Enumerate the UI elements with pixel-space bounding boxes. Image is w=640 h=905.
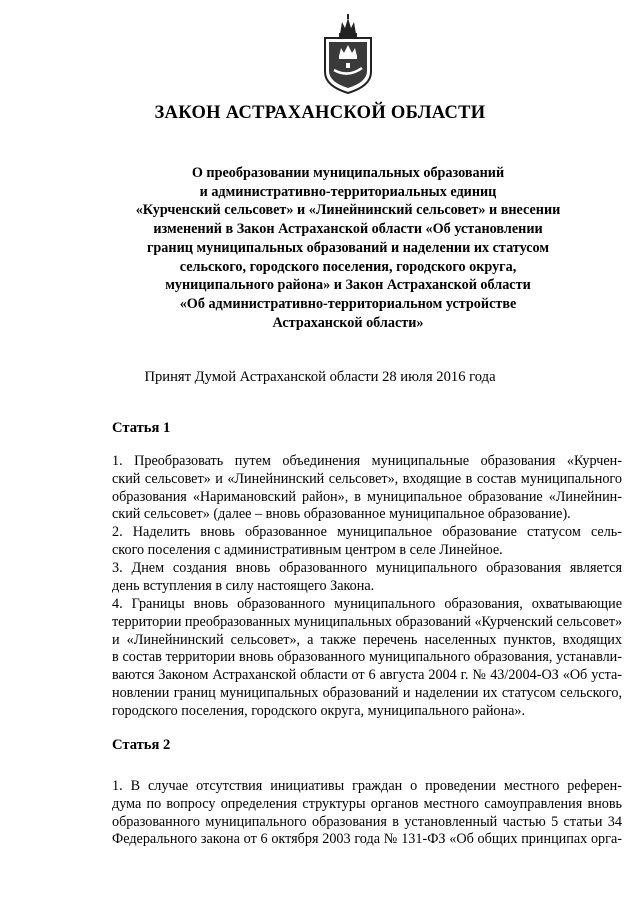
subtitle-line: «Об административно-территориальном устройстве <box>179 295 517 312</box>
text-line: образованного муниципального образования в установленный частью 5 статьи 34 <box>112 813 622 830</box>
article-1-paragraph-4 <box>112 596 622 721</box>
subtitle-line: О преобразовании муниципальных образований <box>191 165 505 181</box>
text-line: ского поселения с административным центром в селе Линейное. <box>112 541 503 558</box>
text-line: новлении границ муниципальных образований и наделении их статусом сельского, <box>112 684 622 701</box>
text-line: ваются Законом Астраханской области от 6 августа 2004 г. № 43/2004-ОЗ «Об уста- <box>112 667 622 684</box>
text-line: Федерального закона от 6 октября 2003 года № 131-ФЗ «Об общих принципах орга- <box>112 831 622 848</box>
article-1-heading: Статья 1 <box>112 420 171 436</box>
article-1-paragraph-3 <box>112 560 622 596</box>
text-line: и «Линейнинский сельсовет», а также перечень населенных пунктов, входящих <box>112 631 622 648</box>
subtitle-line: муниципального района» и Закон Астраханской области <box>165 277 531 294</box>
text-line: образования «Наримановский район», в муниципальное образование «Линейнин- <box>112 488 622 505</box>
text-line: 2. Наделить вновь образованное муниципальное образование статусом сель- <box>112 524 622 540</box>
text-line: 4. Границы вновь образованного муниципального образования, охватывающие <box>112 596 622 612</box>
text-line: 1. В случае отсутствия инициативы граждан о проведении местного референ- <box>112 778 622 794</box>
text-line: ский сельсовет» (далее – вновь образованное муниципальное образование). <box>112 506 571 523</box>
text-line: дума по вопросу определения структуры органов местного самоуправления вновь <box>112 795 622 812</box>
article-1-paragraph-2 <box>112 524 622 560</box>
subtitle-line: и административно-территориальных единиц <box>199 183 497 200</box>
article-1-paragraph-1 <box>112 453 622 524</box>
adoption-statement: Принят Думой Астраханской области 28 июля 2016 года <box>144 369 496 385</box>
text-line: городского поселения, городского округа, муниципального района». <box>112 702 526 719</box>
subtitle-line: границ муниципальных образований и наделении их статусом <box>146 239 550 256</box>
text-line: 1. Преобразовать путем объединения муниципальные образования «Курчен- <box>112 453 622 469</box>
coat-of-arms-icon <box>322 14 374 94</box>
subtitle-line: сельского, городского поселения, городского округа, <box>179 258 517 275</box>
text-line: ский сельсовет» и «Линейнинский сельсовет», входящие в состав муниципального <box>112 470 622 487</box>
article-2-heading: Статья 2 <box>112 737 171 753</box>
article-2-paragraph-1 <box>112 778 622 849</box>
text-line: 3. Днем создания вновь образованного муниципального образования является <box>112 560 622 576</box>
text-line: в состав территории вновь образованного муниципального образования, устанавли- <box>112 649 622 666</box>
text-line: территории преобразованных муниципальных образований «Курченский сельсовет» <box>112 613 623 630</box>
text-line: день вступления в силу настоящего Закона. <box>112 577 375 594</box>
law-title: ЗАКОН АСТРАХАНСКОЙ ОБЛАСТИ <box>154 103 486 123</box>
subtitle-line: «Курченский сельсовет» и «Линейнинский сельсовет» и внесении <box>135 202 561 219</box>
subtitle-line: Астраханской области» <box>272 314 424 331</box>
law-subtitle <box>100 164 596 332</box>
subtitle-line: изменений в Закон Астраханской области «Об установлении <box>153 221 543 238</box>
